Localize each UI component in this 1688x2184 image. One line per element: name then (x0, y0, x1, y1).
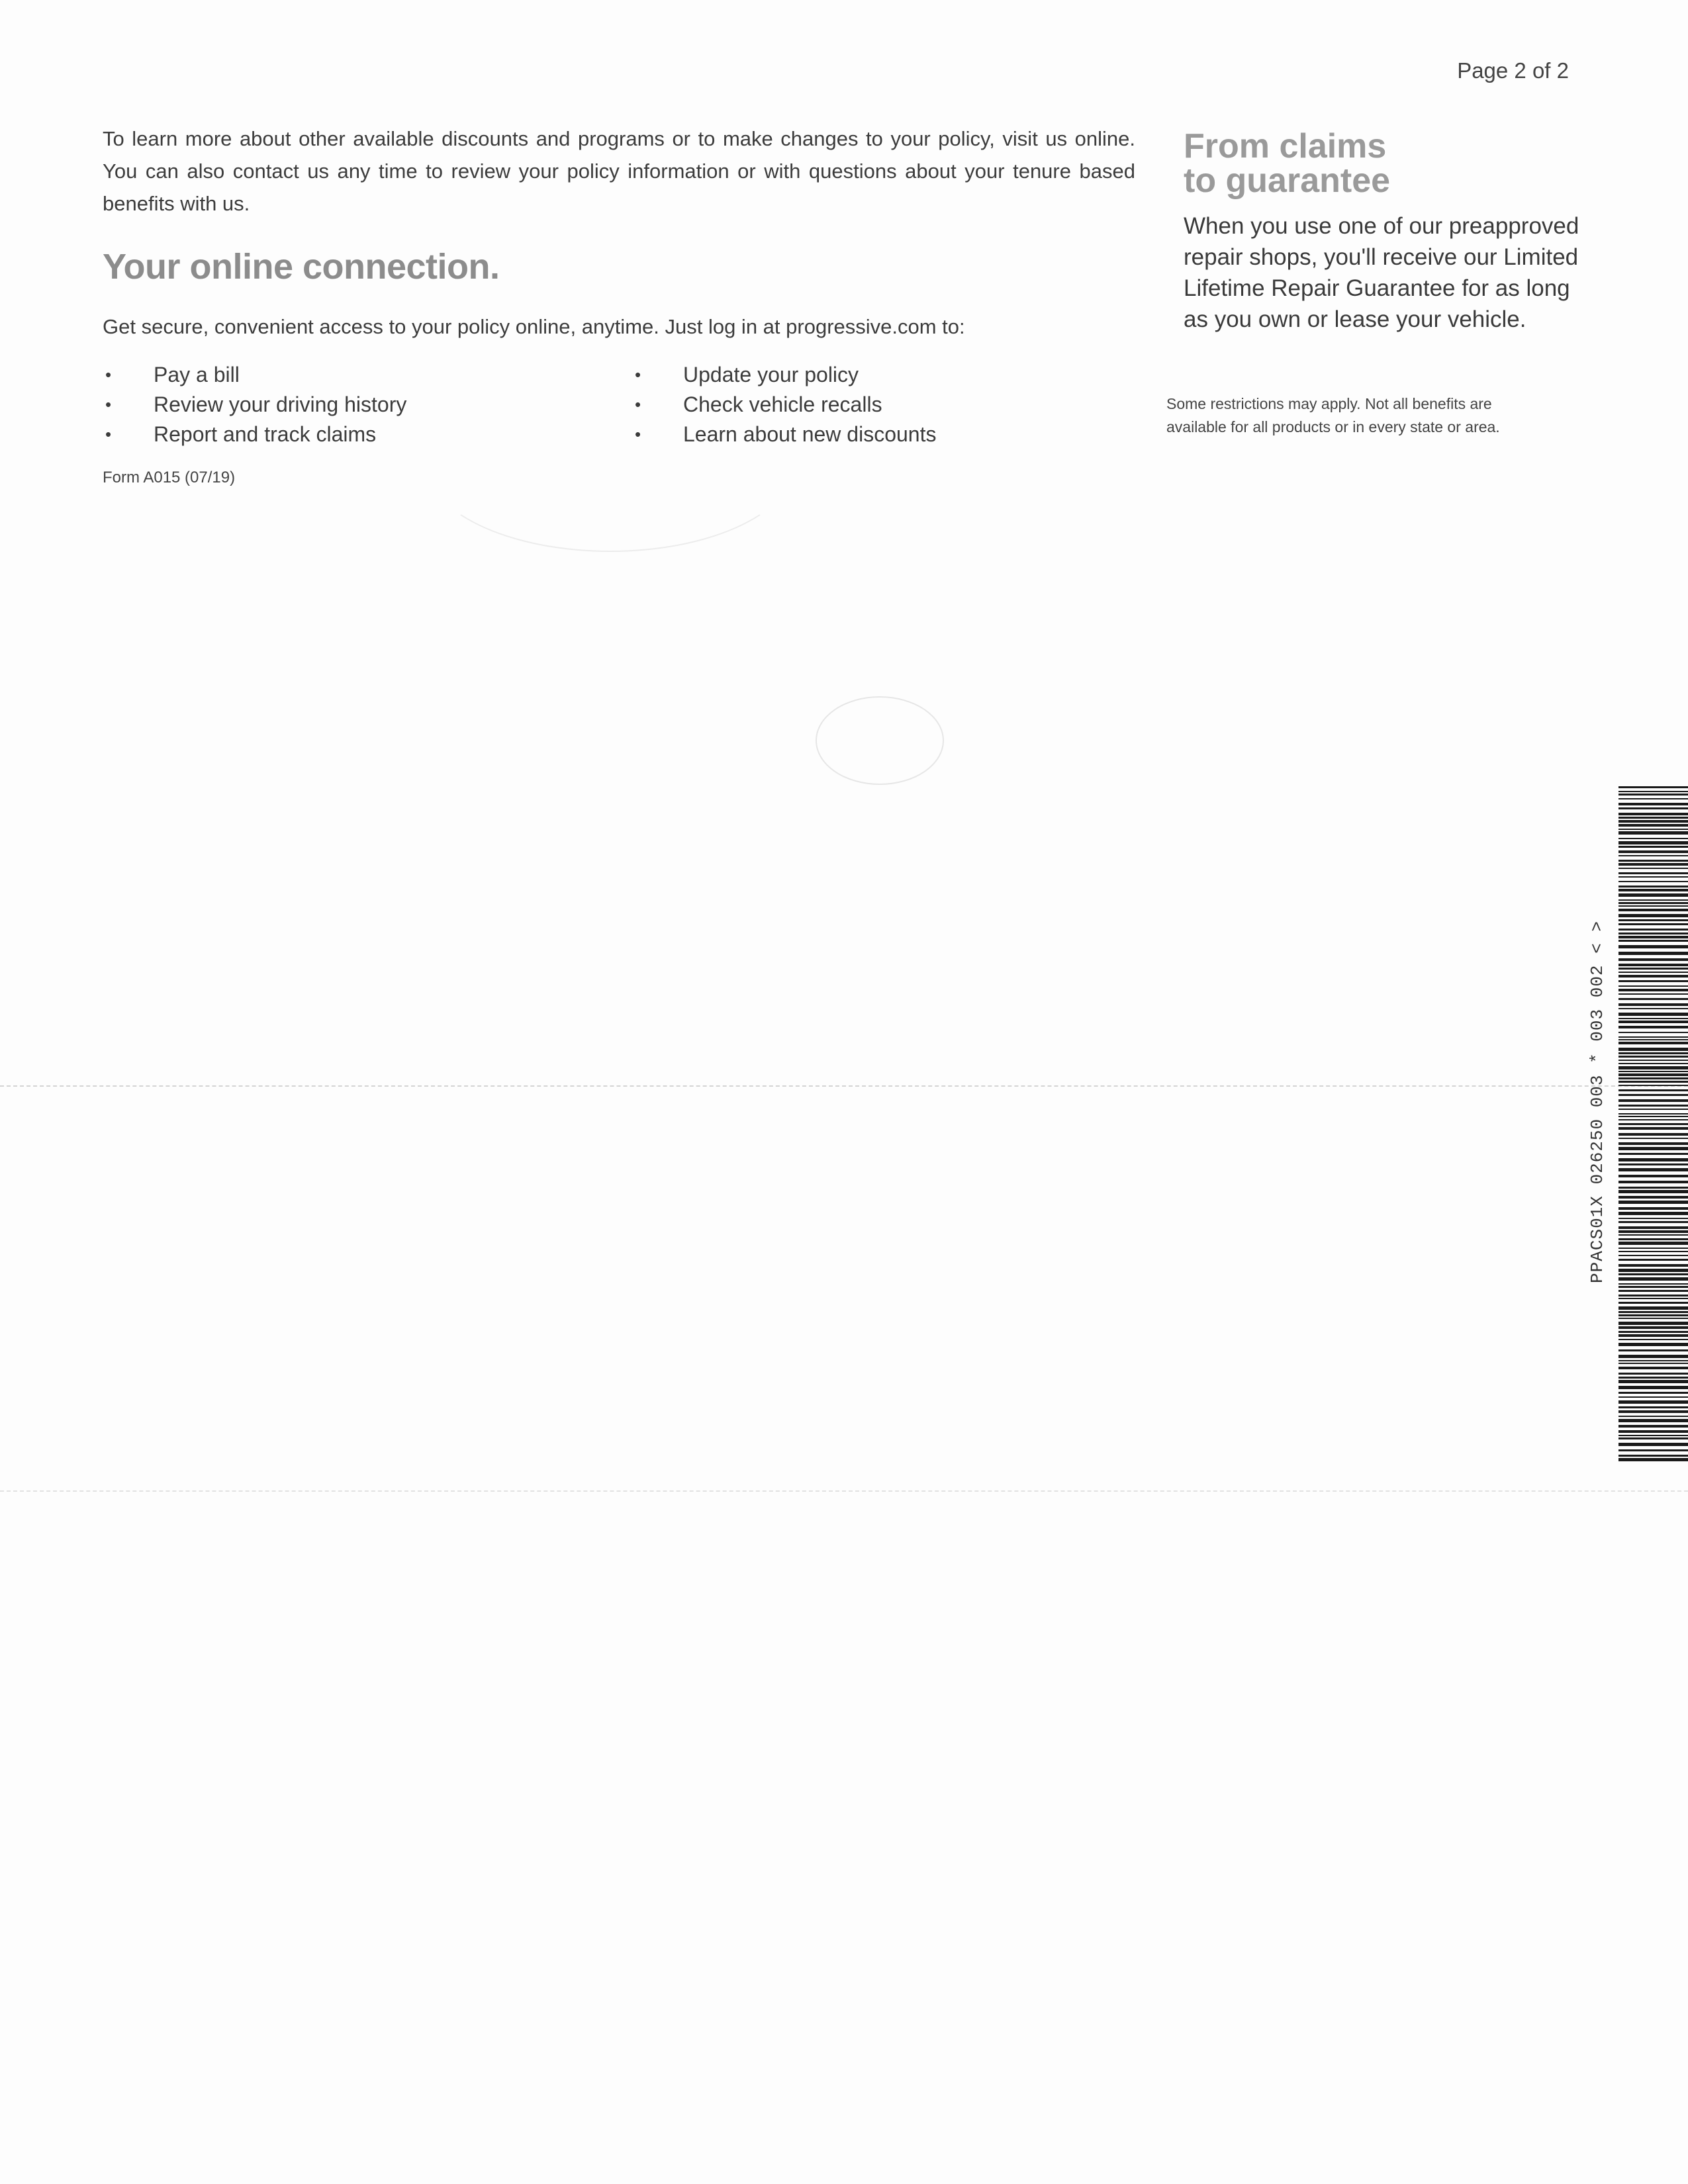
bullet-icon: • (635, 365, 641, 385)
list-item (103, 360, 406, 390)
barcode-text: PPACS01X 026250 003 * 003 002 < > (1587, 921, 1607, 1283)
bullet-icon: • (105, 365, 112, 385)
promo-title (1184, 129, 1390, 198)
bullet-icon: • (635, 394, 641, 414)
form-id: Form A015 (07/19) (103, 469, 236, 486)
fold-line-upper (0, 1085, 1688, 1087)
intro-paragraph: To learn more about other available discounts and programs or to make changes to your policy, visit us online. You can also contact us any time to review your policy information or with questions about your tenure based benefits with us. (103, 127, 1135, 215)
bullet-icon: • (105, 394, 112, 414)
list-item-label: Learn about new discounts (683, 422, 937, 446)
fold-line-lower (0, 1490, 1688, 1492)
list-item-label: Update your policy (683, 363, 859, 387)
page-number: Page 2 of 2 (1457, 58, 1569, 83)
barcode-icon (1618, 786, 1688, 1465)
list-item-label: Report and track claims (154, 422, 377, 446)
list-item-label: Pay a bill (154, 363, 240, 387)
scan-artifact-arc (424, 371, 797, 552)
online-features-list-left (103, 360, 406, 449)
promo-title-line-2: to guarantee (1184, 161, 1391, 200)
promo-disclaimer: Some restrictions may apply. Not all benefits are available for all products or in every state or area. (1166, 395, 1500, 435)
online-connection-heading: Your online connection. (103, 247, 500, 287)
list-item-label: Review your driving history (154, 392, 407, 416)
list-item-label: Check vehicle recalls (683, 392, 882, 416)
list-item (103, 390, 406, 420)
scan-artifact-ring (816, 696, 944, 785)
bullet-icon: • (635, 424, 641, 444)
promo-title-line-1: From claims (1184, 127, 1387, 165)
list-item (103, 420, 406, 449)
bullet-icon: • (105, 424, 112, 444)
online-connection-description: Get secure, convenient access to your policy online, anytime. Just log in at progressive.com to: (103, 315, 965, 338)
promo-body: When you use one of our preapproved repair shops, you'll receive our Limited Lifetime Repair Guarantee for as long as you own or lease your vehicle. (1184, 213, 1579, 332)
